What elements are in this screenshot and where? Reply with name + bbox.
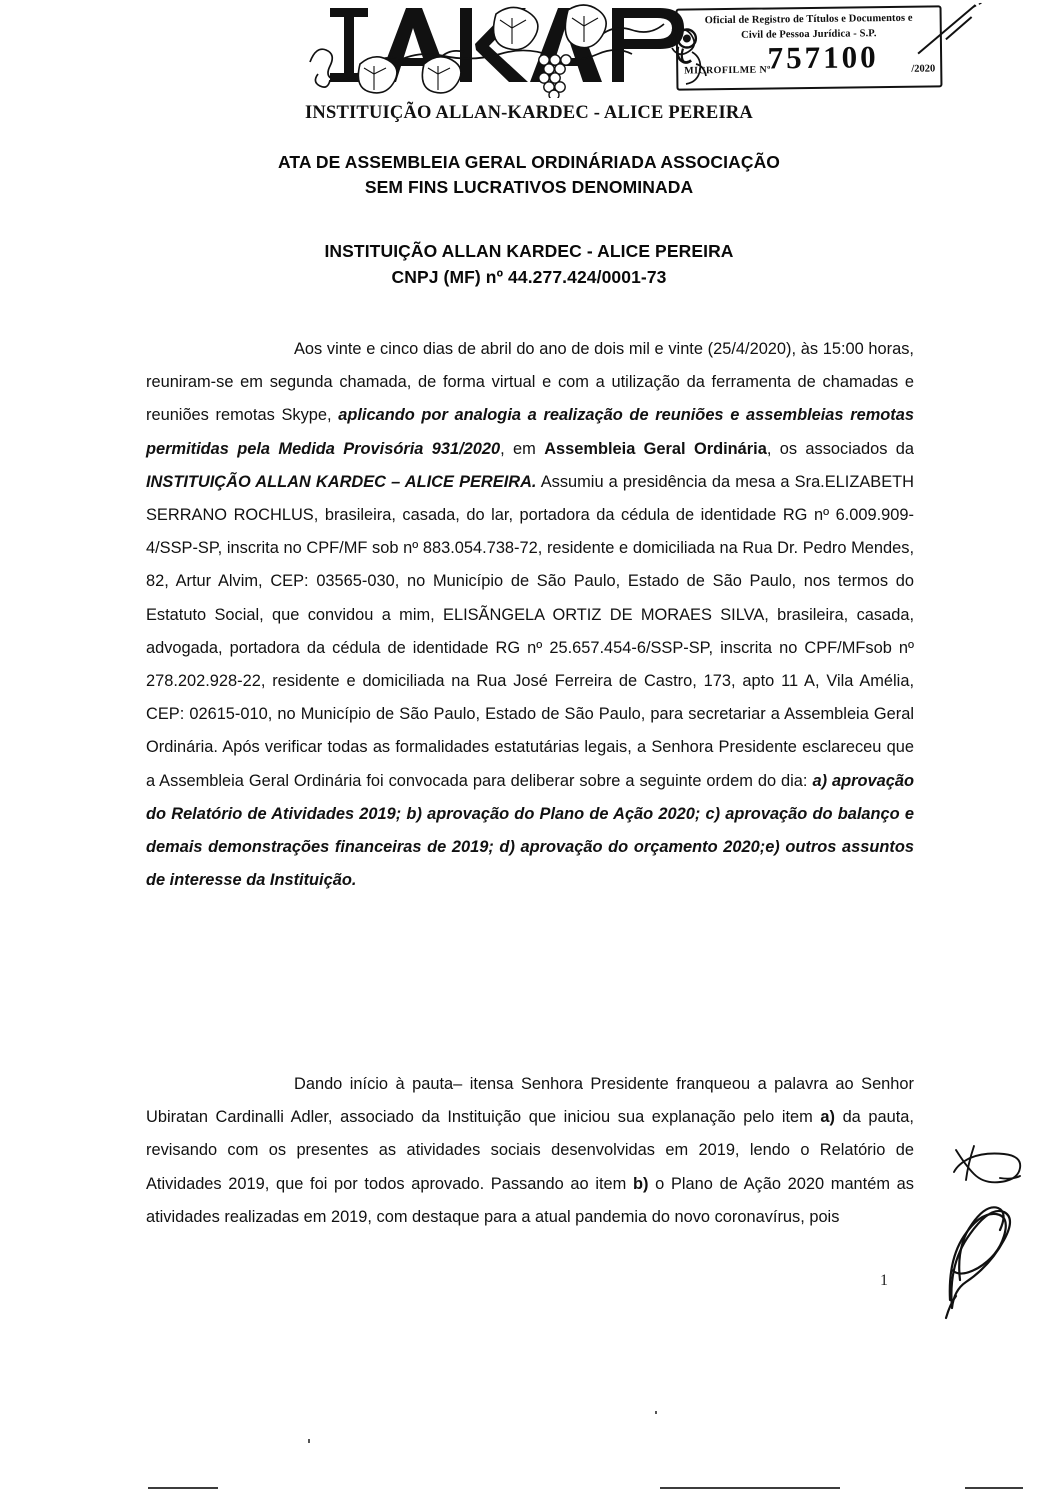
scan-edge-mark bbox=[148, 1487, 218, 1489]
p2-item-a-bold: a) bbox=[820, 1108, 835, 1127]
document-title-line-2: SEM FINS LUCRATIVOS DENOMINADA bbox=[364, 177, 694, 197]
body-paragraph-1 bbox=[146, 333, 914, 897]
stamp-slash-mark-icon bbox=[915, 3, 986, 56]
scan-edge-mark bbox=[965, 1487, 1023, 1489]
body-paragraph-2 bbox=[146, 1068, 914, 1234]
page-number: 1 bbox=[880, 1272, 888, 1289]
p1-agenda-items-bold-italic: a) aprovação do Relatório de Atividades 2019; b) aprovação do Plano de Ação 2020; c) aprovação do balanço e demais demonstrações financeiras de 2019; d) aprovação do orçamento 2020;e) outros assuntos de interesse da Instituição. bbox=[146, 771, 914, 890]
document-header bbox=[0, 0, 1058, 140]
document-subtitle bbox=[0, 238, 1058, 290]
p2-item-b-bold: b) bbox=[632, 1174, 649, 1193]
p1-segment-3: , em bbox=[500, 439, 545, 458]
scan-edge-mark bbox=[660, 1487, 840, 1489]
p2-segment-3: da pauta, revisando com os presentes as atividades sociais desenvolvidas em 2019, lendo o Relatório de Atividades 2019, que foi por todos aprovado. Passando ao item bbox=[146, 1108, 914, 1193]
scan-artifact-dot bbox=[655, 1411, 657, 1414]
handwritten-signature-mark bbox=[944, 1140, 1048, 1320]
p1-segment-4-bold: Assembleia Geral Ordinária bbox=[544, 439, 767, 458]
p2-segment-1: Dando início à pauta– itensa Senhora Presidente franqueou a palavra ao Senhor Ubiratan Cardinalli Adler, associado da Instituição que iniciou sua explanação pelo item bbox=[146, 1075, 914, 1127]
stamp-line-2: Civil de Pessoa Jurídica - S.P. bbox=[741, 28, 877, 41]
document-title-line-1: ATA DE ASSEMBLEIA GERAL ORDINÁRIADA ASSOCIAÇÃO bbox=[277, 152, 781, 172]
document-title bbox=[0, 150, 1058, 200]
document-subtitle-line-1: INSTITUIÇÃO ALLAN KARDEC - ALICE PEREIRA bbox=[324, 241, 734, 261]
p1-segment-1: Aos vinte e cinco dias de abril do ano de dois mil e vinte (25/4/2020), às 15:00 horas, reuniram-se em segunda chamada, de forma virtual e com a utilização da ferramenta de chamadas e reuniões remotas Skype, bbox=[146, 340, 914, 425]
p2-segment-5: o Plano de Ação 2020 mantém as atividades realizadas em 2019, com destaque para a atual pandemia do novo coronavírus, pois bbox=[146, 1174, 914, 1226]
p1-segment-5: , os associados da bbox=[766, 439, 915, 458]
institution-name: INSTITUIÇÃO ALLAN-KARDEC - ALICE PEREIRA bbox=[305, 103, 753, 123]
p1-segment-7: Assumiu a presidência da mesa a Sra.ELIZABETH SERRANO ROCHLUS, brasileira, casada, do lar, portadora da cédula de identidade RG nº 6.009.909-4/SSP-SP, inscrita no CPF/MF sob nº 883.054.738-72, residente e domiciliada na Rua Dr. Pedro Mendes, 82, Artur Alvim, CEP: 03565-030, no Município de São Paulo, Estado de São Paulo, nos termos do Estatuto Social, que convidou a mim, ELISÃNGELA ORTIZ DE MORAES SILVA, brasileira, casada, advogada, portadora da cédula de identidade RG nº 25.657.454-6/SSP-SP, inscrita no CPF/MFsob nº 278.202.928-22, residente e domiciliada na Rua José Ferreira de Castro, 173, apto 11 A, Vila Amélia, CEP: 02615-010, no Município de São Paulo, Estado de São Paulo, para secretariar a Assembleia Geral Ordinária. Após verificar todas as formalidades estatutárias legais, a Senhora Presidente esclareceu que a Assembleia Geral Ordinária foi convocada para deliberar sobre a seguinte ordem do dia: bbox=[146, 472, 914, 790]
iakap-logo bbox=[300, 2, 720, 98]
grapevine-ornament-icon bbox=[300, 2, 720, 98]
document-subtitle-line-2: CNPJ (MF) nº 44.277.424/0001-73 bbox=[391, 267, 667, 287]
registry-stamp bbox=[676, 5, 943, 90]
scan-artifact-dot bbox=[308, 1439, 310, 1443]
stamp-year: /2020 bbox=[911, 63, 936, 75]
p1-segment-2-bold-italic: aplicando por analogia a realização de reuniões e assembleias remotas permitidas pela Medida Provisória 931/2020 bbox=[146, 406, 914, 458]
p1-segment-6-bold-italic: INSTITUIÇÃO ALLAN KARDEC – ALICE PEREIRA. bbox=[146, 472, 537, 491]
stamp-microfilme-label: MICROFILME Nº bbox=[684, 64, 771, 77]
stamp-line-1: Oficial de Registro de Títulos e Documentos e bbox=[704, 12, 913, 27]
stamp-microfilm-number: 757100 bbox=[767, 39, 879, 76]
